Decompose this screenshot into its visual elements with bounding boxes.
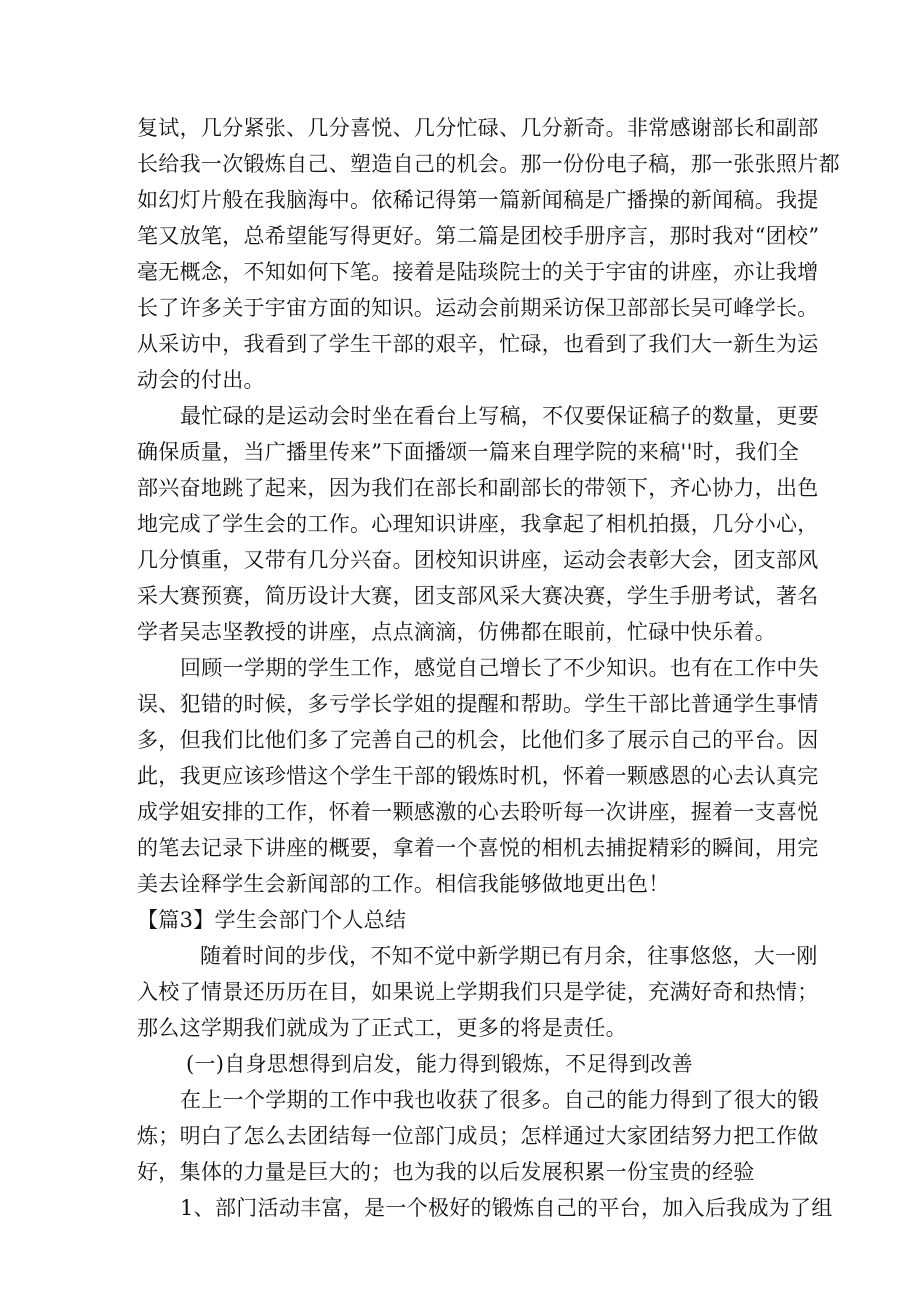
list-item-line: 1、部门活动丰富，是一个极好的锻炼自己的平台，加入后我成为了组 <box>180 1196 833 1220</box>
paragraph-line: 采大赛预赛，简历设计大赛，团支部风采大赛决赛，学生手册考试，著名 <box>137 584 819 608</box>
paragraph-line: 炼；明白了怎么去团结每一位部门成员；怎样通过大家团结努力把工作做 <box>137 1124 819 1148</box>
paragraph-line: 长了许多关于宇宙方面的知识。运动会前期采访保卫部部长吴可峰学长。 <box>137 296 819 320</box>
paragraph-line: 毫无概念，不知如何下笔。接着是陆琰院士的关于宇宙的讲座，亦让我增 <box>137 260 819 284</box>
section-heading: 【篇3】学生会部门个人总结 <box>137 908 407 932</box>
paragraph-line: 长给我一次锻炼自己、塑造自己的机会。那一份份电子稿，那一张张照片都 <box>137 152 840 176</box>
paragraph-line: 复试，几分紧张、几分喜悦、几分忙碌、几分新奇。非常感谢部长和副部 <box>137 116 819 140</box>
paragraph-line: 从采访中，我看到了学生干部的艰辛，忙碌，也看到了我们大一新生为运 <box>137 332 819 356</box>
paragraph-line: 如幻灯片般在我脑海中。依稀记得第一篇新闻稿是广播操的新闻稿。我提 <box>137 188 819 212</box>
paragraph-line: 回顾一学期的学生工作，感觉自己增长了不少知识。也有在工作中失 <box>180 656 819 680</box>
paragraph-line: 入校了情景还历历在目，如果说上学期我们只是学徒，充满好奇和热情； <box>137 980 819 1004</box>
paragraph-line: 几分慎重，又带有几分兴奋。团校知识讲座，运动会表彰大会，团支部风 <box>137 548 819 572</box>
paragraph-line: 此，我更应该珍惜这个学生干部的锻炼时机，怀着一颗感恩的心去认真完 <box>137 764 819 788</box>
paragraph-line: 多，但我们比他们多了完善自己的机会，比他们多了展示自己的平台。因 <box>137 728 819 752</box>
paragraph-line: 动会的付出。 <box>137 368 265 392</box>
paragraph-line: 美去诠释学生会新闻部的工作。相信我能够做地更出色！ <box>137 872 670 896</box>
paragraph-line: 笔又放笔，总希望能写得更好。第二篇是团校手册序言，那时我对“团校” <box>137 224 820 248</box>
paragraph-line: 成学姐安排的工作，怀着一颗感激的心去聆听每一次讲座，握着一支喜悦 <box>137 800 819 824</box>
paragraph-line: 部兴奋地跳了起来，因为我们在部长和副部长的带领下，齐心协力，出色 <box>137 476 819 500</box>
paragraph-line: 学者吴志坚教授的讲座，点点滴滴，仿佛都在眼前，忙碌中快乐着。 <box>137 620 776 644</box>
paragraph-line: 确保质量，当广播里传来”下面播颂一篇来自理学院的来稿''时，我们全 <box>137 440 800 464</box>
paragraph-line: 地完成了学生会的工作。心理知识讲座，我拿起了相机拍摄，几分小心， <box>137 512 819 536</box>
paragraph-line: 好，集体的力量是巨大的；也为我的以后发展积累一份宝贵的经验 <box>137 1160 755 1184</box>
subsection-heading: (一)自身思想得到启发，能力得到锻炼，不足得到改善 <box>186 1052 693 1076</box>
paragraph-line: 那么这学期我们就成为了正式工，更多的将是责任。 <box>137 1016 627 1040</box>
paragraph-line: 误、犯错的时候，多亏学长学姐的提醒和帮助。学生干部比普通学生事情 <box>137 692 819 716</box>
paragraph-line: 的笔去记录下讲座的概要，拿着一个喜悦的相机去捕捉精彩的瞬间，用完 <box>137 836 819 860</box>
paragraph-line: 在上一个学期的工作中我也收获了很多。自己的能力得到了很大的锻 <box>180 1088 819 1112</box>
paragraph-line: 随着时间的步伐，不知不觉中新学期已有月余，往事悠悠，大一刚 <box>200 944 818 968</box>
paragraph-line: 最忙碌的是运动会时坐在看台上写稿，不仅要保证稿子的数量，更要 <box>180 404 819 428</box>
